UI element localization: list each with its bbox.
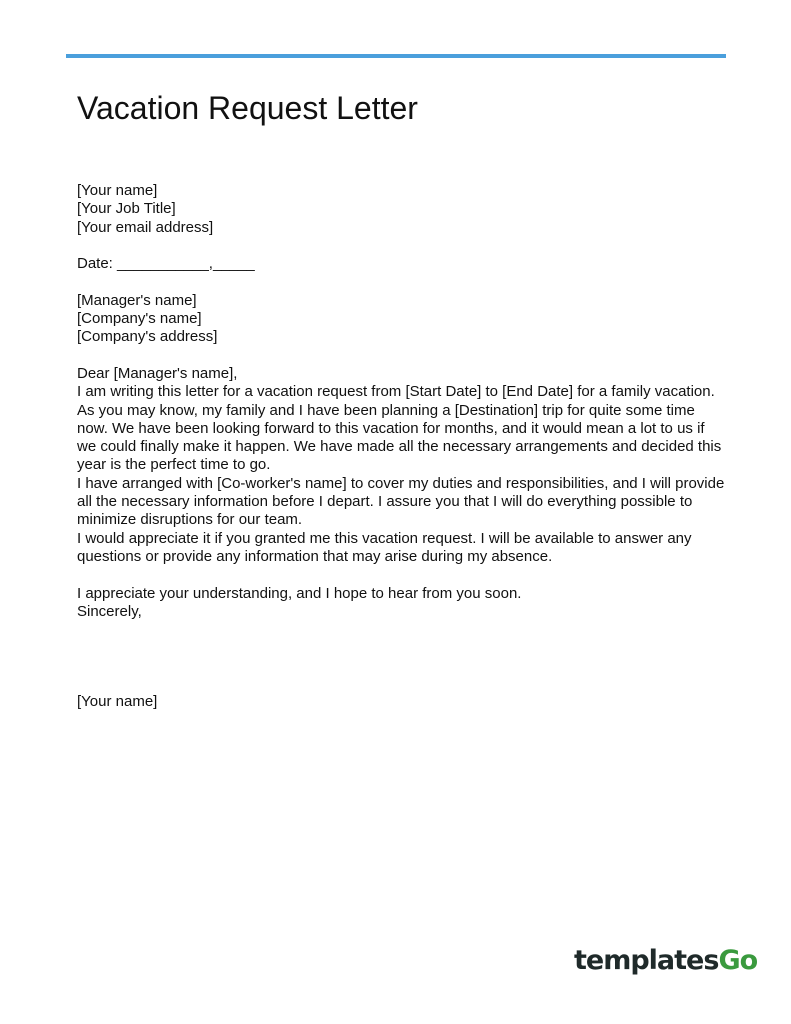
templatesgo-logo bbox=[574, 944, 757, 978]
logo-text-templates: templates bbox=[574, 945, 719, 976]
paragraph-appreciation: I would appreciate it if you granted me this vacation request. I will be available to answer any questions or provide any information that may arise during my absence. bbox=[77, 529, 692, 565]
sender-name: [Your name] bbox=[77, 182, 158, 199]
recipient-manager-name: [Manager's name] bbox=[77, 291, 197, 309]
recipient-company-name: [Company's name] bbox=[77, 310, 202, 328]
sender-email: [Your email address] bbox=[77, 218, 214, 236]
signature-name: [Your name] bbox=[77, 693, 158, 711]
sender-job-title: [Your Job Title] bbox=[77, 200, 176, 218]
page-title: Vacation Request Letter bbox=[77, 90, 418, 126]
date-line: Date: ___________,_____ bbox=[77, 255, 255, 273]
paragraph-background: As you may know, my family and I have been planning a [Destination] trip for quite some time now. We have been looking forward to this vacation for months, and it would mean a lot to us if we could finally make it happen. We have made all the necessary arrangements and decided this year is the perfect time to go. bbox=[77, 401, 722, 474]
logo-text-go: Go bbox=[718, 945, 758, 976]
paragraph-coverage: I have arranged with [Co-worker's name] to cover my duties and responsibilities, and I will provide all the necessary information before I depart. I assure you that I will do everything possible to minimize disruptions for our team. bbox=[77, 474, 725, 529]
letter-body bbox=[77, 182, 727, 711]
paragraph-request: I am writing this letter for a vacation request from [Start Date] to [End Date] for a family vacation. bbox=[77, 383, 715, 401]
sign-off: Sincerely, bbox=[77, 602, 142, 620]
recipient-company-address: [Company's address] bbox=[77, 328, 218, 346]
closing-line: I appreciate your understanding, and I hope to hear from you soon. bbox=[77, 584, 522, 602]
salutation: Dear [Manager's name], bbox=[77, 364, 238, 382]
header-accent-rule bbox=[66, 54, 726, 58]
